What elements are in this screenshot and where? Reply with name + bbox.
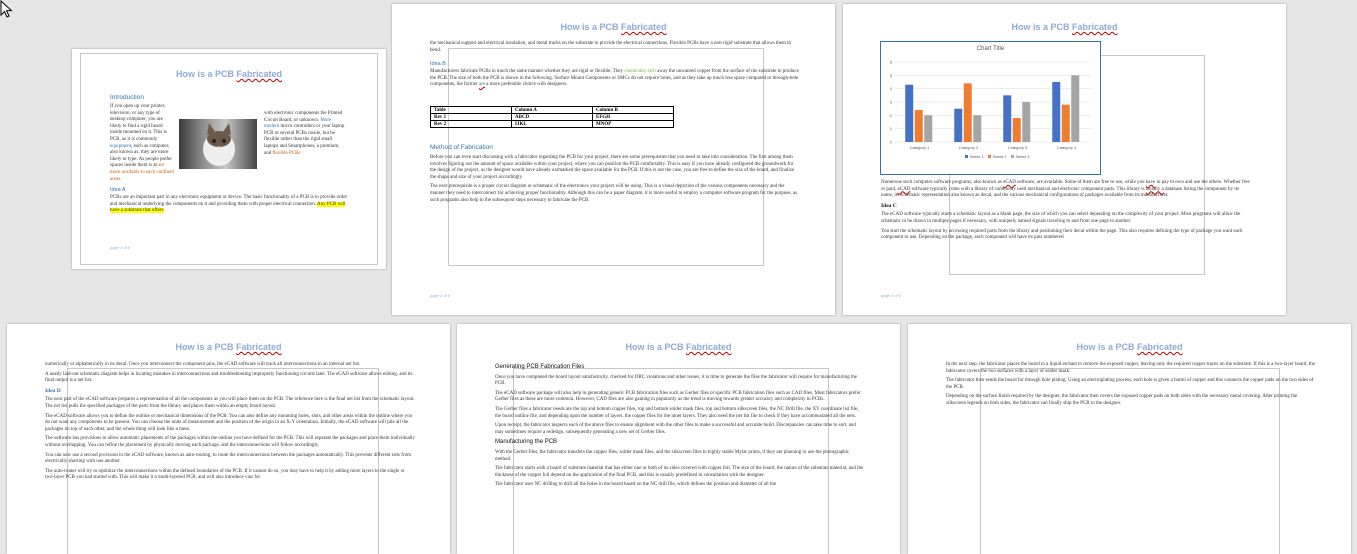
manufacturing-heading: Manufacturing the PCB xyxy=(495,439,558,446)
method-heading: Method of Fabrication xyxy=(430,144,493,151)
page-header: How is a PCB Fabricated xyxy=(1076,342,1183,352)
legend-swatch xyxy=(1011,155,1014,158)
body-text: the mechanical support and electrical insulation, and metal tracks on the substrate to provide the electrical connections. Flexible PCBs have a non-rigid substrate that allows them to bend. xyxy=(430,41,792,53)
idea-a-heading: Idea A xyxy=(110,187,126,193)
legend-swatch xyxy=(965,155,968,158)
page-header: How is a PCB Fabricated xyxy=(1011,22,1118,32)
idea-b-paragraph: Manufacturers fabricate PCBs in much the same manner whether they are rigid or flexible. They chemically etch away the unwanted copper from the surface of the substrate to produce the PCB. The size of both the PCB is shown in the following. Surface Mount Components or SMCs do not require holes, and as they take up much less space compared to through-hole components, the former are a more preferable choice with designers. xyxy=(430,69,799,88)
idea-a-paragraph: PCBs are an important part in any electronic equipment or device. The basic functionality of a PCB is to provide order and mechanical underlying the components on it and providing them with proper electrical connection. Any PCB will have a substrate that offers xyxy=(110,195,348,214)
y-tick-label: 5 xyxy=(889,72,892,78)
chart-bar xyxy=(1003,95,1011,142)
chart-bar xyxy=(1062,105,1070,142)
body-text: Generating PCB Fabrication Files Once you have completed the board layout satisfactorily, checked for DRC violations and other issues, it is time to generate the files the fabricator will require for manufacturing the PCB. The eCAD software package will also help in generating generic PCB fabrication files such as Gerber files or specific PCB fabrication files such as CAD files. Most fabricators prefer Gerber files as these are more common. However, CAD files are also gaining in popularity as the trend is moving towards greater accuracy and complexity in PCBs. The Gerber files a fabricator needs are the top and bottom copper files, top and bottom solder mask files, top and bottom silkscreen files, the NC Drill file, the XY coordinate list file, the board outline file, and depending upon the number of layers, the copper files for the inner layers. They also need the net list file to check if they have accommodated all the nets. Upon receipt, the fabricator inspects each of the above files to ensure alignment with the other files to make a successful and accurate build. Discrepancies can take time to sort, and may sometimes require a redesign, subsequently generating a new set of Gerber files. Manufacturing the PCB With the Gerber files, the fabricator transfers the copper files, solder mask files, and the silkscreen files to highly stable Mylar prints, if they are planning to use the photographic method. The fabricator starts with a board of substrate material that has either one or both of its sides covered with copper foil. The size of the board, the nature of the substrate material, and the thickness of the copper foil depend on the application of the final PCB, and this is usually predefined in consultation with the designer. The fabricator uses NC drilling to drill all the holes in the board based on the NC drill file, which defines the position and diameter of all the xyxy=(495,364,864,488)
page-header: How is a PCB Fabricated xyxy=(175,69,283,79)
y-tick-label: 0 xyxy=(889,139,892,145)
chart-bar xyxy=(973,115,981,142)
chart-title: Chart Title xyxy=(976,46,1005,52)
y-tick-label: 6 xyxy=(889,59,892,65)
body-text: Numerous such computer software programs, also known as eCAD software, are available. Some of them are free to use, while you have to pay to own and use the others. Whether free or paid, eCAD software typically come with a library of commonly used mechanical and electronic component parts. This library is usually a database listing the component by its name, its schematic representation also known as decal, and the various mechanical configurations of packages available from its manufacturer. Idea C The eCAD software typically starts a schematic layout as a blank page, the size of which you can select depending on the complexity of your project. Most programs will allow the schematic to be drawn in multiple pages if necessary, with uniquely named signals traveling to and from one page to another. You start the schematic layout by accessing required parts from the library and positioning their decal within the page. This also requires defining the type of package you want each component to use. Depending on the package, each component will have its pins numbered xyxy=(881,180,1250,241)
y-tick-label: 3 xyxy=(889,99,892,105)
y-tick-label: 2 xyxy=(889,112,892,118)
x-tick-label: Category 3 xyxy=(1007,145,1028,150)
x-tick-label: Category 2 xyxy=(958,145,979,150)
data-table[interactable] xyxy=(430,106,674,128)
chart[interactable] xyxy=(880,41,1101,175)
generating-files-heading: Generating PCB Fabrication Files xyxy=(495,364,585,370)
legend-label: Series 1 xyxy=(969,155,984,159)
page-number: page 3 of 6 xyxy=(881,293,902,298)
document-page-3[interactable] xyxy=(843,4,1286,315)
page-header: How is a PCB Fabricated xyxy=(560,22,667,32)
chart-bar xyxy=(1052,82,1060,142)
chart-bar xyxy=(964,83,972,142)
legend-label: Series 3 xyxy=(1015,155,1030,159)
cat-image xyxy=(179,119,257,169)
idea-c-heading: Idea C xyxy=(881,202,897,209)
intro-paragraph: If you open up your printer, television, or any type of desktop computer, you are likely to find a rigid board inside mounted on it. This is PCB, as it is commonly equipment, such as computer, also known as, they are more likely to type. As people prefer spaces inside them is at are more available to each confined areas. xyxy=(110,104,174,182)
idea-b-heading: Idea B xyxy=(430,61,446,67)
page-header: How is a PCB Fabricated xyxy=(625,342,732,352)
method-paragraphs: Before you can even start discussing with a fabricator regarding the PCB for your project, there are some prerequisites that you need to take into consideration. The first among them involves figuring out the amount of space available within your project, where you can position the PCB comfortably. This is easy if you have already configured the groundwork for the design of the project, as the designer would have already earmarked the space available for the PCB. If this is not the case, you are free to define the size of the board, and finalize the shape and size of your project accordingly. The next prerequisite is a proper circuit diagram or schematic of the electronics your project will be using. This is a visual depiction of the various components necessary and the manner they need to interconnect for achieving proper functionality. Although this can be a paper diagram, it is more useful to employ a computer software program for the purpose, as such programs also help in the subsequent steps necessary to fabricate the PCB. xyxy=(430,155,798,203)
chart-bar xyxy=(1013,118,1021,142)
page-number: page 2 of 6 xyxy=(430,293,451,298)
body-text: numerically or alphabetically in its decal. Once you interconnect the component pins, the eCAD software will track all interconnections in an internal net list. A neatly laid-out schematic diagram helps in locating mistakes in interconnections and troubleshooting improperly functioning circuits later. The eCAD software allows editing, and its final output is a net list. Idea D The next part of the eCAD software prepares a representation of all the components as you will place them on the PCB. The reference here is the final net list from the schematic layout. The net list pulls the specified packages of the parts from the library and places them within an empty board layout. The eCAD software allows you to define the outline or mechanical dimensions of the PCB. You can also define any mounting holes, slots, and other areas within the outline where you do not want any components to be present. You can choose the units of measurement and the position of the origin in an X-Y orientation. Initially, the eCAD software will pile all the packages on top of each other, and the whole thing will look like a mess. The software has provisions to allow automatic placements of the packages within the outline you have defined for the PCB. This will separate the packages and place them individually without overlapping. You can refine the placement by physically moving each package, and the interconnections will follow accordingly. You can now use a second provision in the eCAD software, known as auto-routing, to route the interconnections between the packages automatically. This prevents different nets from electrically shorting with one another. The auto-router will try to optimize the interconnections within the defined boundaries of the PCB. If it cannot do so, you may have to help it by adding more layers to the single or two-layer PCB you had started with. This will make it a multi-layered PCB, and will also introduce vias for xyxy=(45,362,415,481)
x-tick-label: Category 1 xyxy=(909,145,930,150)
body-text: In the next step, the fabricator places the board in a liquid etchant to remove the exposed copper, leaving only the required copper traces on the substrate. If this is a two-layer board, the fabricator covers the two surfaces with a layer of solder mask. The fabricator then sends the board for through hole plating. Using an electroplating process, each hole is given a barrel of copper and this connects the copper pads on the two sides of the PCB. Depending on the surface finish required by the designer, the fabricator then covers the exposed copper pads on both sides with the necessary metal covering. After printing the silkscreen legends on both sides, the fabricator can finally ship the PCB to the designer. xyxy=(946,362,1315,406)
chart-bar xyxy=(954,109,962,142)
page-number: page 1 of 6 xyxy=(110,245,131,250)
y-tick-label: 4 xyxy=(889,86,892,92)
chart-bar xyxy=(1022,102,1030,142)
section-heading-introduction: Introduction xyxy=(110,94,144,101)
document-page-2[interactable] xyxy=(392,4,835,315)
document-page-5[interactable] xyxy=(457,324,900,554)
idea-d-heading: Idea D xyxy=(45,387,61,394)
document-page-6[interactable] xyxy=(908,324,1351,554)
table-row: Rev 1 ABCD EFGH xyxy=(431,114,674,121)
chart-bar xyxy=(915,110,923,142)
chart-bar xyxy=(924,115,932,142)
legend-label: Series 2 xyxy=(992,155,1007,159)
y-tick-label: 1 xyxy=(889,126,892,132)
table-row: Rev 2 IJKL MNOP xyxy=(431,121,674,128)
intro-right-paragraph: with electronic components the Printed Circuit Board, or unknown. More modern micro controllers or your laptop PCB or several PCBs inside, but be flexible rather than the rigid small laptops and Smartphones, a premium, and flexible PCBs xyxy=(264,111,345,156)
chart-bar xyxy=(1071,75,1079,142)
bar-chart xyxy=(881,42,1100,174)
table-row: Table Column A Column B xyxy=(431,107,674,114)
legend-swatch xyxy=(988,155,991,158)
page-header: How is a PCB Fabricated xyxy=(175,342,282,352)
document-page-4[interactable] xyxy=(7,324,450,554)
document-page-1[interactable] xyxy=(72,49,386,269)
x-tick-label: Category 4 xyxy=(1056,145,1077,150)
chart-bar xyxy=(905,85,913,142)
mouse-pointer-icon xyxy=(0,0,14,18)
